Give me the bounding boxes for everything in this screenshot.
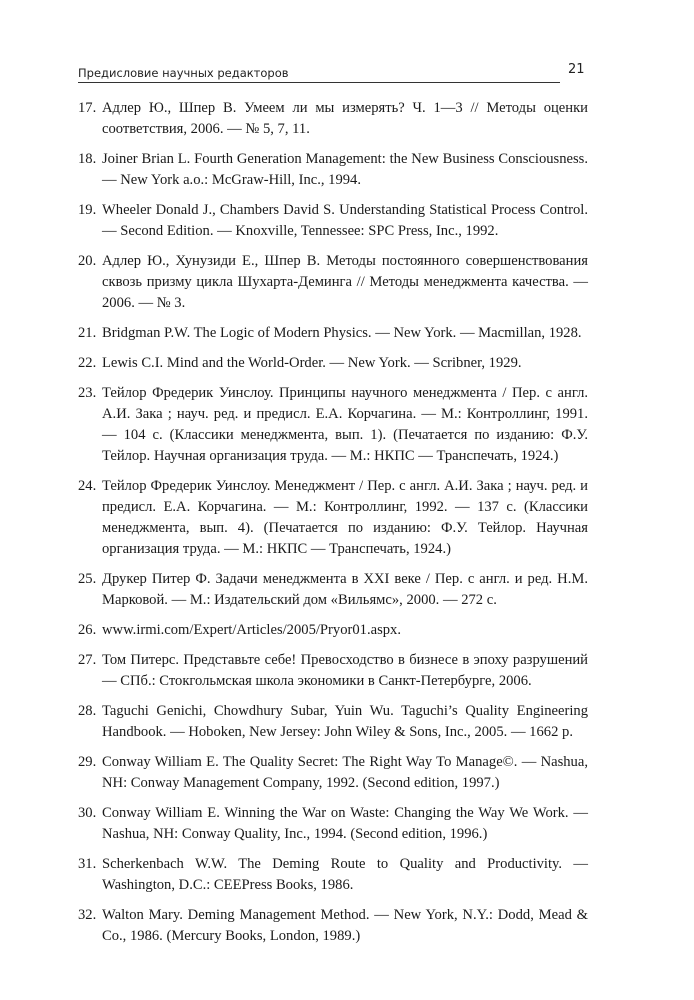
reference-text: Conway William E. The Quality Secret: The Right Way To Manage©. — Nashua, NH: Conway Management Company, 1992. (Second edition, 1997.) [102, 754, 588, 791]
reference-text: Адлер Ю., Шпер В. Умеем ли мы измерять? Ч. 1—3 // Методы оценки соответствия, 2006. — № 5, 7, 11. [102, 100, 588, 137]
reference-text: Walton Mary. Deming Management Method. — New York, N.Y.: Dodd, Mead & Co., 1986. (Mercury Books, London, 1989.) [102, 907, 588, 944]
reference-number: 31. [78, 856, 97, 872]
reference-number: 19. [78, 202, 97, 218]
reference-item [78, 854, 588, 896]
reference-item [78, 905, 588, 947]
running-header [78, 64, 560, 83]
reference-item [78, 752, 588, 794]
reference-item [78, 650, 588, 692]
reference-number: 29. [78, 754, 97, 770]
reference-text: Lewis C.I. Mind and the World-Order. — New York. — Scribner, 1929. [102, 355, 522, 371]
reference-text: Тейлор Фредерик Уинслоу. Менеджмент / Пер. с англ. А.И. Зака ; науч. ред. и предисл. Е.А. Корчагина. — М.: Контроллинг, 1992. — 137 с. (Классики менеджмента, вып. 4). (Печатается по изданию: Ф.У. Тейлор. Научная организация труда. — М.: НКПС — Транспечать, 1924.) [102, 478, 588, 557]
reference-number: 24. [78, 478, 97, 494]
reference-text: Joiner Brian L. Fourth Generation Management: the New Business Consciousness. — New York a.o.: McGraw-Hill, Inc., 1994. [102, 151, 588, 188]
reference-text: Wheeler Donald J., Chambers David S. Understanding Statistical Process Control. — Second Edition. — Knoxville, Tennessee: SPC Press, Inc., 1992. [102, 202, 588, 239]
reference-item [78, 200, 588, 242]
reference-item [78, 383, 588, 467]
reference-text: Taguchi Genichi, Chowdhury Subar, Yuin Wu. Taguchi’s Quality Engineering Handbook. — Hoboken, New Jersey: John Wiley & Sons, Inc., 2005. — 1662 p. [102, 703, 588, 740]
reference-item [78, 149, 588, 191]
reference-number: 25. [78, 571, 97, 587]
reference-text: Тейлор Фредерик Уинслоу. Принципы научного менеджмента / Пер. с англ. А.И. Зака ; науч. ред. и предисл. Е.А. Корчагина. — М.: Контроллинг, 1991. — 104 с. (Классики менеджмента, вып. 1). (Печатается по изданию: Ф.У. Тейлор. Научная организация труда. — М.: НКПС — Транспечать, 1924.) [102, 385, 588, 464]
reference-item [78, 98, 588, 140]
reference-number: 32. [78, 907, 97, 923]
reference-text: Conway William E. Winning the War on Waste: Changing the Way We Work. — Nashua, NH: Conway Quality, Inc., 1994. (Second edition, 1996.) [102, 805, 588, 842]
reference-number: 18. [78, 151, 97, 167]
reference-item [78, 620, 588, 641]
reference-item [78, 803, 588, 845]
reference-text: Друкер Питер Ф. Задачи менеджмента в XXI веке / Пер. с англ. и ред. Н.М. Марковой. — М.: Издательский дом «Вильямс», 2000. — 272 с. [102, 571, 588, 608]
running-title: Предисловие научных редакторов [78, 66, 289, 80]
reference-number: 21. [78, 325, 97, 341]
reference-number: 22. [78, 355, 97, 371]
reference-number: 28. [78, 703, 97, 719]
reference-item [78, 251, 588, 314]
reference-item [78, 353, 588, 374]
reference-list [78, 98, 588, 956]
page-number: 21 [568, 62, 585, 77]
reference-number: 26. [78, 622, 97, 638]
reference-number: 17. [78, 100, 97, 116]
reference-number: 30. [78, 805, 97, 821]
reference-text: Scherkenbach W.W. The Deming Route to Quality and Productivity. — Washington, D.C.: CEEPress Books, 1986. [102, 856, 588, 893]
reference-item [78, 323, 588, 344]
reference-number: 23. [78, 385, 97, 401]
reference-item [78, 701, 588, 743]
reference-item [78, 569, 588, 611]
reference-text: Адлер Ю., Хунузиди Е., Шпер В. Методы постоянного совершенствования сквозь призму цикла Шухарта-Деминга // Методы менеджмента качества. — 2006. — № 3. [102, 253, 588, 311]
reference-number: 27. [78, 652, 97, 668]
reference-text: Bridgman P.W. The Logic of Modern Physics. — New York. — Macmillan, 1928. [102, 325, 582, 341]
reference-number: 20. [78, 253, 97, 269]
reference-text: www.irmi.com/Expert/Articles/2005/Pryor01.aspx. [102, 622, 401, 638]
reference-text: Том Питерс. Представьте себе! Превосходство в бизнесе в эпоху разрушений — СПб.: Стокгольмская школа экономики в Санкт-Петербурге, 2006. [102, 652, 588, 689]
reference-item [78, 476, 588, 560]
